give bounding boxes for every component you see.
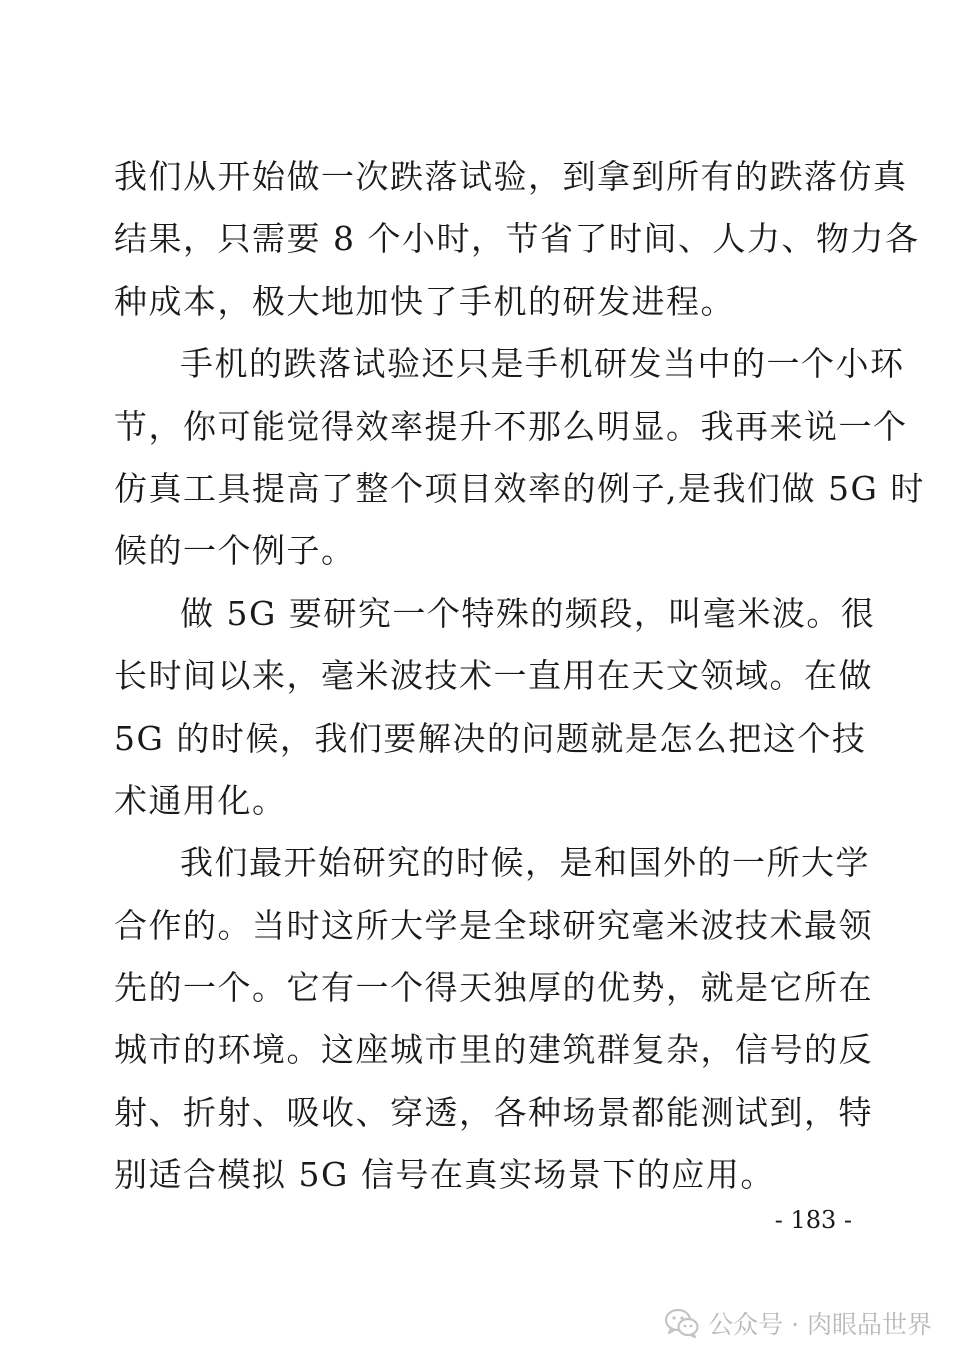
text-line: 手机的跌落试验还只是手机研发当中的一个小环: [180, 344, 905, 384]
text-line: 结果，只需要 8 个小时，节省了时间、人力、物力各: [114, 219, 920, 259]
text-line: 合作的。当时这所大学是全球研究毫米波技术最领: [114, 905, 873, 945]
text-line: 术通用化。: [114, 780, 287, 820]
body-text: [114, 146, 925, 1207]
text-line: 种成本，极大地加快了手机的研发进程。: [114, 281, 735, 321]
text-line: 别适合模拟 5G 信号在真实场景下的应用。: [114, 1155, 775, 1195]
text-line: 我们最开始研究的时候，是和国外的一所大学: [180, 843, 870, 883]
text-line: 先的一个。它有一个得天独厚的优势，就是它所在: [114, 968, 873, 1008]
text-line: 做 5G 要研究一个特殊的频段，叫毫米波。很: [180, 593, 876, 633]
text-line: 候的一个例子。: [114, 531, 356, 571]
text-line: 我们从开始做一次跌落试验，到拿到所有的跌落仿真: [114, 157, 908, 196]
text-line: 5G 的时候，我们要解决的问题就是怎么把这个技: [114, 718, 867, 758]
text-line: 长时间以来，毫米波技术一直用在天文领域。在做: [114, 656, 873, 696]
wechat-icon: [664, 1308, 700, 1338]
text-line: 节，你可能觉得效率提升不那么明显。我再来说一个: [114, 406, 908, 446]
watermark: [664, 1303, 932, 1343]
text-line: 仿真工具提高了整个项目效率的例子,是我们做 5G 时: [114, 468, 925, 508]
page-number: - 183 -: [774, 1206, 852, 1234]
text-line: 射、折射、吸收、穿透，各种场景都能测试到，特: [114, 1092, 873, 1132]
watermark-text: 公众号 · 肉眼品世界: [708, 1310, 932, 1339]
text-line: 城市的环境。这座城市里的建筑群复杂，信号的反: [114, 1030, 873, 1070]
